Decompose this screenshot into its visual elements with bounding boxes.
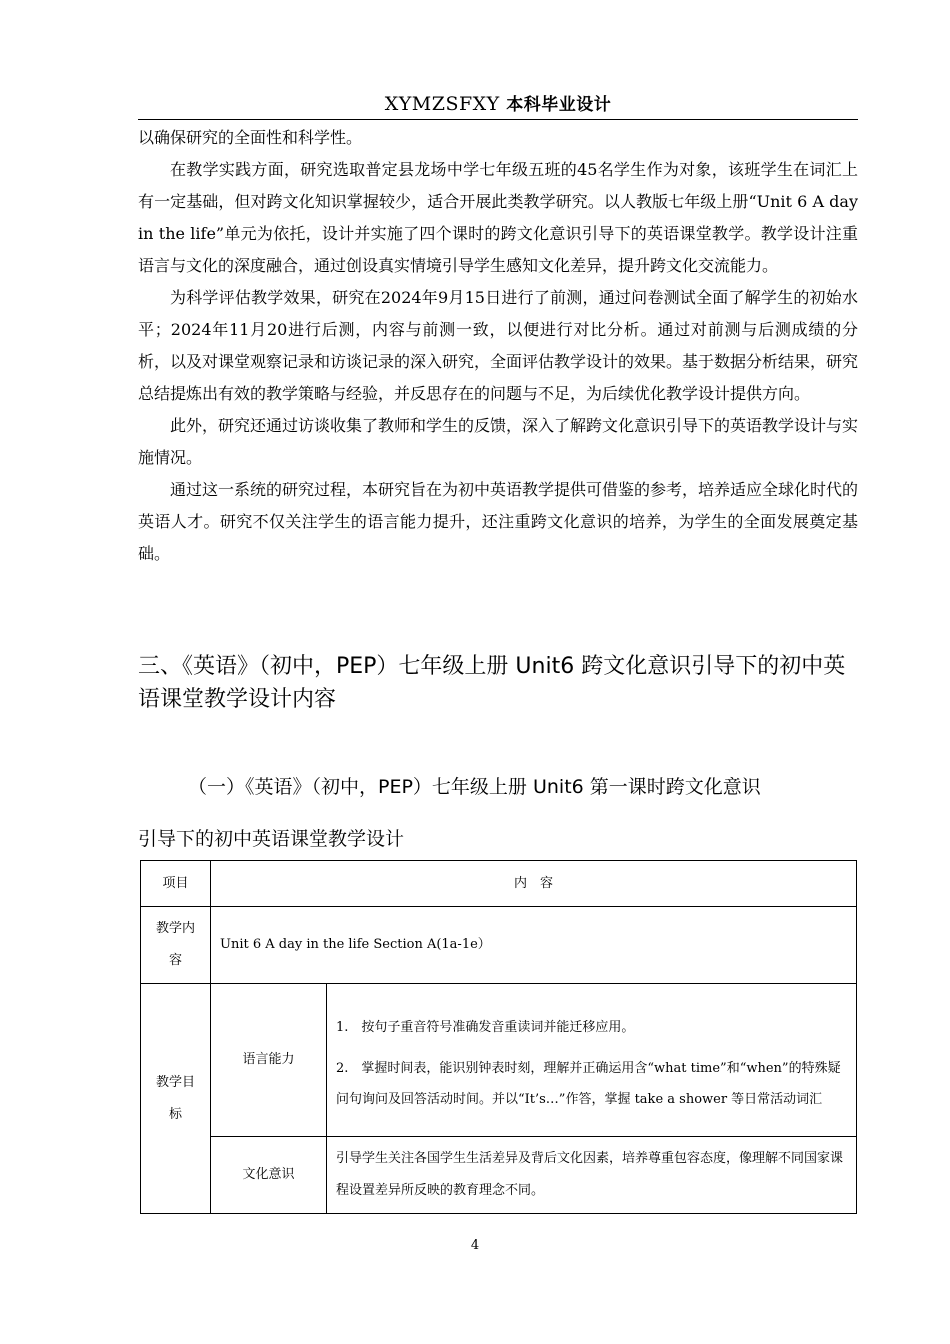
header-code: XYMZSFXY xyxy=(384,93,500,115)
list-item: 2. 掌握时间表，能识别钟表时刻，理解并正确运用含“what time”和“when”的特殊疑问句询问及回答活动时间。并以“It’s…”作答，掌握 take a shower 等日常活动词汇 xyxy=(336,1060,841,1107)
teaching-content-value: Unit 6 A day in the life Section A(1a-1e） xyxy=(211,907,857,984)
lesson-plan-table xyxy=(140,860,857,1214)
table-row xyxy=(141,861,857,907)
paragraph: 以确保研究的全面性和科学性。 xyxy=(138,128,363,147)
header-rule xyxy=(138,119,858,120)
table-row xyxy=(141,1137,857,1214)
subheading-line-2: 引导下的初中英语课堂教学设计 xyxy=(138,828,405,850)
header-cell-content: 内 容 xyxy=(211,861,857,907)
language-ability-label: 语言能力 xyxy=(211,984,327,1137)
table-row xyxy=(141,984,857,1137)
culture-awareness-label: 文化意识 xyxy=(211,1137,327,1214)
teaching-goals-label: 教学目标 xyxy=(141,984,211,1214)
paragraph: 此外，研究还通过访谈收集了教师和学生的反馈，深入了解跨文化意识引导下的英语教学设计与实施情况。 xyxy=(138,416,859,467)
subheading-line-1: （一）《英语》（初中，PEP）七年级上册 Unit6 第一课时跨文化意识 xyxy=(188,776,761,798)
header-title: 本科毕业设计 xyxy=(506,95,612,115)
page-number: 4 xyxy=(470,1238,480,1253)
paragraph: 为科学评估教学效果，研究在2024年9月15日进行了前测，通过问卷测试全面了解学生的初始水平；2024年11月20进行后测，内容与前测一致，以便进行对比分析。通过对前测与后测成绩的分析，以及对课堂观察记录和访谈记录的深入研究，全面评估教学设计的效果。基于数据分析结果，研究总结提炼出有效的教学策略与经验，并反思存在的问题与不足，为后续优化教学设计提供方向。 xyxy=(138,288,859,403)
table-row xyxy=(141,907,857,984)
list-item: 1. 按句子重音符号准确发音重读词并能迁移应用。 xyxy=(336,1019,635,1035)
teaching-content-label: 教学内容 xyxy=(141,907,211,984)
culture-awareness-text: 引导学生关注各国学生生活差异及背后文化因素，培养尊重包容态度，像理解不同国家课程设置差异所反映的教育理念不同。 xyxy=(327,1137,857,1214)
body-text xyxy=(138,122,858,570)
paragraph: 在教学实践方面，研究选取普定县龙场中学七年级五班的45名学生作为对象，该班学生在词汇上有一定基础，但对跨文化知识掌握较少，适合开展此类教学研究。以人教版七年级上册“Unit 6 A day in the life”单元为依托，设计并实施了四个课时的跨文化意识引导下的英语课堂教学。教学设计注重语言与文化的深度融合，通过创设真实情境引导学生感知文化差异，提升跨文化交流能力。 xyxy=(138,160,858,275)
header-cell-item: 项目 xyxy=(141,861,211,907)
page-header xyxy=(138,92,858,119)
section-heading: 三、《英语》（初中，PEP）七年级上册 Unit6 跨文化意识引导下的初中英语课堂教学设计内容 xyxy=(138,654,846,712)
language-ability-items xyxy=(327,984,857,1137)
paragraph: 通过这一系统的研究过程，本研究旨在为初中英语教学提供可借鉴的参考，培养适应全球化时代的英语人才。研究不仅关注学生的语言能力提升，还注重跨文化意识的培养，为学生的全面发展奠定基础。 xyxy=(138,480,859,563)
